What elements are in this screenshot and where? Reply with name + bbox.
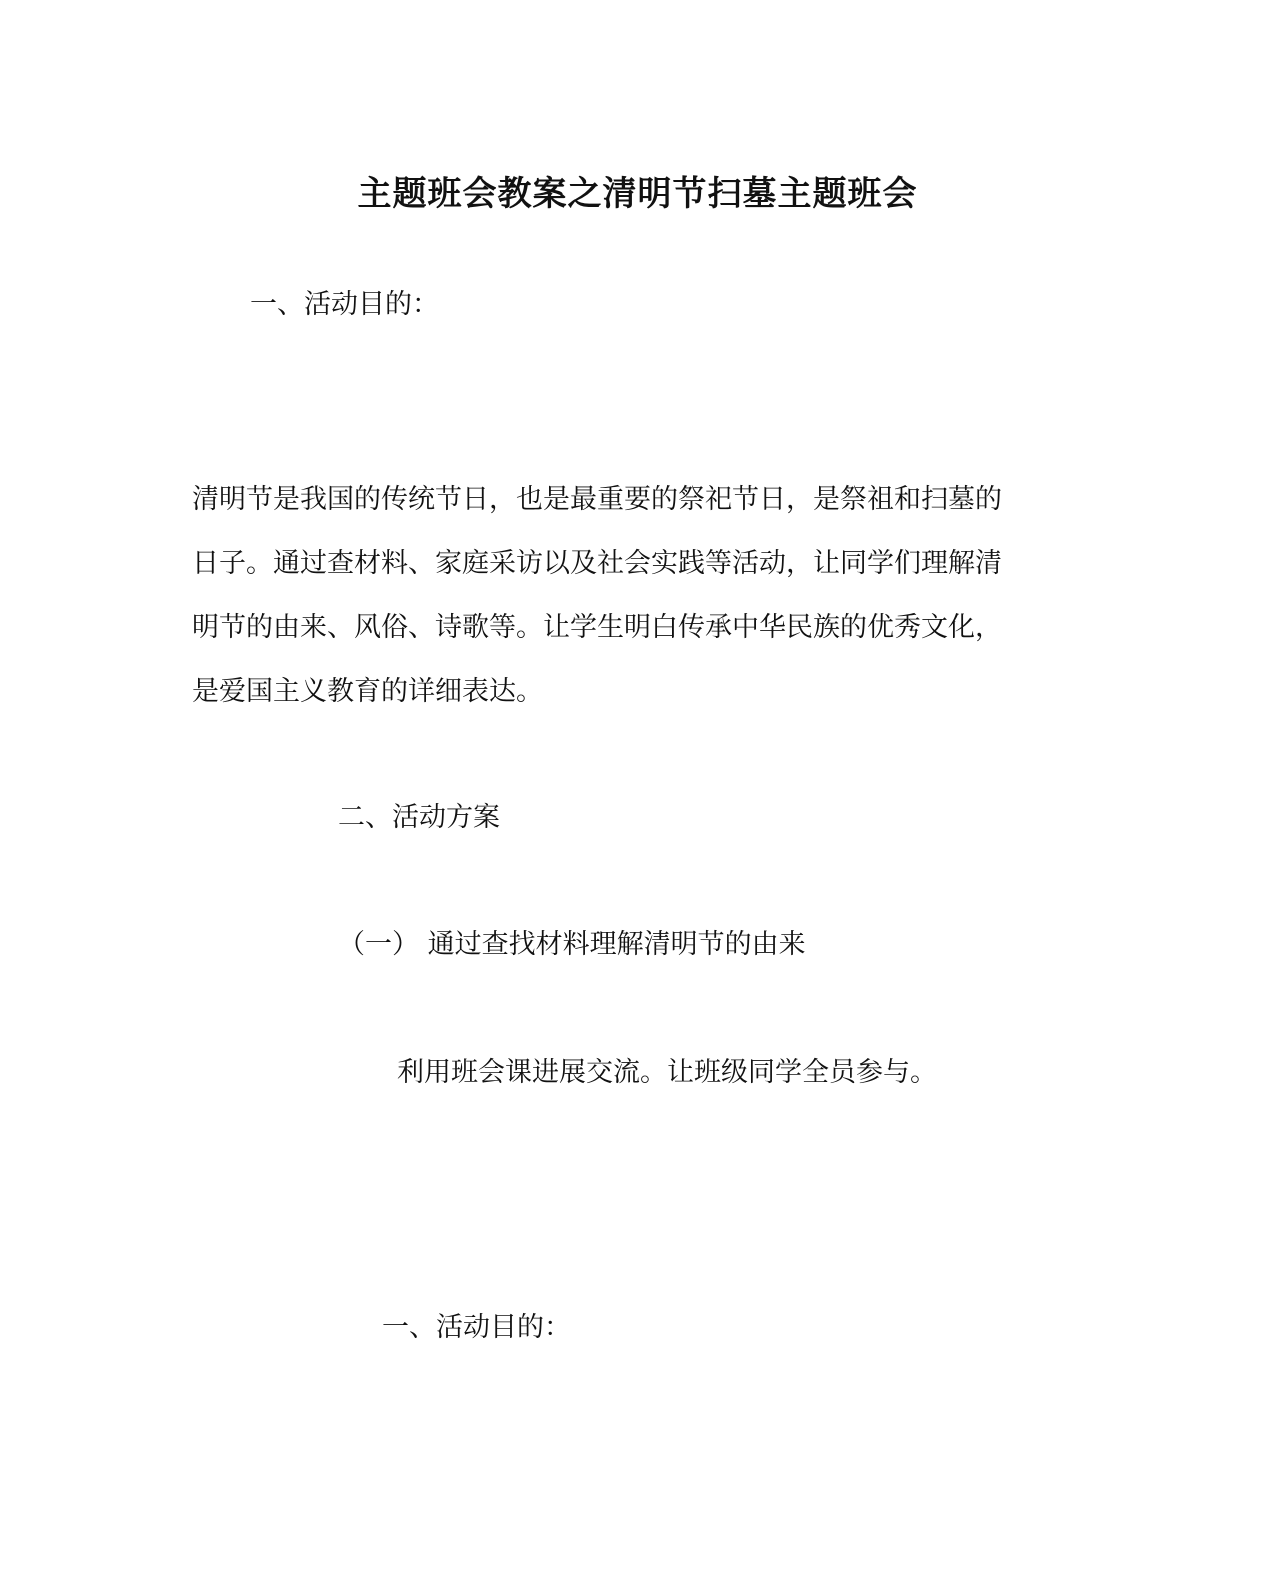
section-heading-plan: 二、活动方案 — [338, 802, 500, 833]
subsection-text: 利用班会课进展交流。让班级同学全员参与。 — [397, 1057, 937, 1088]
document-title: 主题班会教案之清明节扫墓主题班会 — [357, 174, 918, 214]
paragraph-line-1: 清明节是我国的传统节日，也是最重要的祭祀节日，是祭祖和扫墓的 — [192, 484, 1002, 515]
paragraph-line-3: 明节的由来、风俗、诗歌等。让学生明白传承中华民族的优秀文化， — [192, 612, 1002, 643]
paragraph-line-4: 是爱国主义教育的详细表达。 — [192, 676, 543, 707]
section-heading-purpose-repeat: 一、活动目的： — [382, 1312, 571, 1343]
section-heading-purpose: 一、活动目的： — [250, 289, 439, 320]
paragraph-line-2: 日子。通过查材料、家庭采访以及社会实践等活动，让同学们理解清 — [192, 548, 1002, 579]
subsection-heading-origin: （一） 通过查找材料理解清明节的由来 — [338, 929, 806, 960]
